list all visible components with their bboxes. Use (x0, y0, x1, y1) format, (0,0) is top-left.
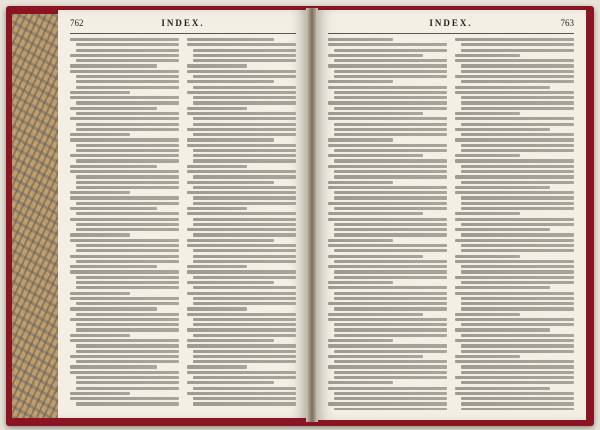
index-text-line (334, 276, 447, 279)
index-text-line (461, 302, 574, 305)
index-text-line (187, 181, 274, 184)
left-page-title: INDEX. (161, 18, 205, 28)
index-text-line (70, 355, 179, 358)
index-text-line (328, 313, 423, 316)
index-text-line (328, 202, 447, 205)
index-text-line (70, 133, 130, 136)
index-text-line (70, 170, 179, 173)
index-text-line (193, 175, 296, 178)
index-text-line (76, 144, 179, 147)
index-text-line (328, 64, 447, 67)
index-text-line (70, 292, 130, 295)
index-text-line (193, 276, 296, 279)
index-text-line (193, 75, 296, 78)
index-text-line (76, 328, 179, 331)
index-text-line (193, 286, 296, 289)
index-text-line (76, 186, 179, 189)
index-text-line (328, 402, 447, 405)
index-text-line (76, 344, 179, 347)
index-text-line (455, 286, 550, 289)
right-running-head (328, 18, 574, 32)
index-text-line (76, 149, 179, 152)
index-text-line (455, 112, 520, 115)
index-text-line (193, 334, 296, 337)
index-text-line (70, 107, 157, 110)
index-text-line (76, 223, 179, 226)
index-text-line (328, 117, 447, 120)
index-text-line (76, 313, 179, 316)
index-text-line (455, 154, 520, 157)
index-text-line (187, 339, 274, 342)
index-text-line (461, 249, 574, 252)
index-text-line (193, 233, 296, 236)
index-text-line (461, 365, 574, 368)
index-text-line (187, 80, 274, 83)
index-text-line (193, 59, 296, 62)
index-text-line (70, 218, 179, 221)
index-text-line (76, 123, 179, 126)
index-text-line (455, 54, 520, 57)
index-text-line (455, 376, 574, 379)
index-text-line (76, 286, 179, 289)
index-text-line (334, 59, 447, 62)
index-text-line (187, 371, 296, 374)
index-text-line (334, 307, 447, 310)
index-text-line (455, 260, 574, 263)
index-text-line (461, 107, 574, 110)
left-column-1 (70, 38, 179, 408)
index-text-line (461, 270, 574, 273)
index-text-line (334, 360, 447, 363)
index-text-line (193, 223, 296, 226)
index-text-line (455, 91, 574, 94)
index-text-line (461, 307, 574, 310)
index-text-line (328, 112, 423, 115)
index-text-line (328, 218, 447, 221)
index-text-line (461, 371, 574, 374)
index-text-line (334, 128, 447, 131)
index-text-line (455, 117, 574, 120)
index-text-line (455, 159, 574, 162)
index-text-line (76, 249, 179, 252)
index-text-line (70, 392, 130, 395)
index-text-line (76, 212, 179, 215)
index-text-line (334, 228, 447, 231)
index-text-line (187, 170, 296, 173)
index-text-line (70, 339, 179, 342)
index-text-line (334, 376, 447, 379)
index-text-line (70, 255, 179, 258)
index-text-line (76, 302, 179, 305)
index-text-line (334, 397, 447, 400)
index-text-line (461, 181, 574, 184)
index-text-line (187, 207, 247, 210)
index-text-line (76, 59, 179, 62)
index-text-line (193, 255, 296, 258)
index-text-line (461, 397, 574, 400)
index-text-line (187, 212, 296, 215)
index-text-line (187, 239, 274, 242)
index-text-line (76, 260, 179, 263)
index-text-line (334, 328, 447, 331)
index-text-line (334, 350, 447, 353)
index-text-line (328, 186, 447, 189)
index-text-line (193, 355, 296, 358)
index-text-line (461, 96, 574, 99)
index-text-line (328, 154, 423, 157)
index-text-line (187, 313, 296, 316)
index-text-line (76, 159, 179, 162)
index-text-line (187, 165, 247, 168)
index-text-line (455, 292, 574, 295)
right-page-number: 763 (560, 18, 574, 28)
index-text-line (193, 402, 296, 405)
index-text-line (334, 297, 447, 300)
index-text-line (455, 360, 574, 363)
index-text-line (187, 91, 296, 94)
index-text-line (76, 276, 179, 279)
index-text-line (70, 70, 179, 73)
index-text-line (187, 144, 296, 147)
index-text-line (328, 355, 423, 358)
index-text-line (461, 408, 574, 410)
index-text-line (455, 38, 574, 41)
index-text-line (328, 165, 447, 168)
index-text-line (461, 64, 574, 67)
index-text-line (328, 86, 447, 89)
index-text-line (328, 212, 423, 215)
index-text-line (76, 244, 179, 247)
index-text-line (76, 181, 179, 184)
index-text-line (193, 49, 296, 52)
index-text-line (334, 175, 447, 178)
index-text-line (193, 350, 296, 353)
index-text-line (193, 123, 296, 126)
index-text-line (455, 387, 550, 390)
left-text-columns (70, 38, 296, 408)
index-text-line (455, 328, 550, 331)
index-text-line (455, 339, 574, 342)
index-text-line (328, 318, 447, 321)
index-text-line (187, 307, 247, 310)
index-text-line (193, 96, 296, 99)
index-text-line (70, 91, 130, 94)
index-text-line (76, 402, 179, 405)
index-text-line (193, 323, 296, 326)
index-text-line (461, 133, 574, 136)
index-text-line (187, 64, 247, 67)
index-text-line (193, 249, 296, 252)
index-text-line (70, 64, 157, 67)
index-text-line (193, 54, 296, 57)
index-text-line (193, 218, 296, 221)
index-text-line (76, 175, 179, 178)
index-text-line (328, 302, 447, 305)
index-text-line (455, 276, 574, 279)
index-text-line (461, 70, 574, 73)
index-text-line (455, 212, 520, 215)
index-text-line (76, 202, 179, 205)
index-text-line (461, 265, 574, 268)
index-text-line (334, 292, 447, 295)
index-text-line (334, 149, 447, 152)
index-text-line (70, 54, 179, 57)
index-text-line (328, 265, 447, 268)
index-text-line (461, 244, 574, 247)
index-text-line (193, 297, 296, 300)
marbled-page-edge (12, 14, 60, 418)
index-text-line (328, 281, 393, 284)
index-text-line (76, 86, 179, 89)
index-text-line (461, 80, 574, 83)
index-text-line (328, 181, 393, 184)
index-text-line (334, 170, 447, 173)
index-text-line (461, 233, 574, 236)
index-text-line (193, 387, 296, 390)
index-text-line (461, 350, 574, 353)
index-text-line (187, 228, 296, 231)
index-text-line (70, 96, 179, 99)
index-text-line (193, 159, 296, 162)
index-text-line (328, 381, 393, 384)
index-text-line (455, 75, 574, 78)
index-text-line (455, 239, 574, 242)
index-text-line (193, 318, 296, 321)
index-text-line (70, 365, 157, 368)
index-text-line (334, 91, 447, 94)
index-text-line (70, 265, 157, 268)
index-text-line (70, 233, 130, 236)
index-text-line (187, 270, 296, 273)
index-text-line (461, 334, 574, 337)
index-text-line (187, 365, 247, 368)
index-text-line (334, 196, 447, 199)
index-text-line (461, 123, 574, 126)
index-text-line (76, 387, 179, 390)
index-text-line (187, 392, 296, 395)
index-text-line (455, 59, 574, 62)
index-text-line (334, 96, 447, 99)
index-text-line (455, 355, 520, 358)
index-text-line (193, 149, 296, 152)
right-column-1 (328, 38, 447, 410)
index-text-line (76, 128, 179, 131)
index-text-line (187, 191, 296, 194)
index-text-line (193, 196, 296, 199)
index-text-line (328, 255, 423, 258)
index-text-line (461, 402, 574, 405)
index-text-line (76, 281, 179, 284)
index-text-line (76, 350, 179, 353)
right-head-rule (328, 33, 574, 34)
index-text-line (461, 144, 574, 147)
index-text-line (334, 249, 447, 252)
index-text-line (334, 107, 447, 110)
index-text-line (328, 101, 447, 104)
index-text-line (187, 328, 296, 331)
index-text-line (193, 302, 296, 305)
index-text-line (187, 43, 296, 46)
index-text-line (187, 344, 296, 347)
index-text-line (328, 80, 393, 83)
index-text-line (70, 239, 179, 242)
index-text-line (461, 170, 574, 173)
index-text-line (187, 292, 296, 295)
index-text-line (187, 107, 247, 110)
index-text-line (187, 281, 274, 284)
index-text-line (328, 286, 447, 289)
index-text-line (187, 381, 274, 384)
index-text-line (461, 149, 574, 152)
index-text-line (187, 112, 296, 115)
index-text-line (193, 376, 296, 379)
index-text-line (461, 196, 574, 199)
index-text-line (455, 313, 520, 316)
left-head-rule (70, 33, 296, 34)
left-page-number: 762 (70, 18, 84, 28)
index-text-line (328, 43, 447, 46)
index-text-line (76, 49, 179, 52)
index-text-line (193, 86, 296, 89)
right-page (316, 10, 586, 420)
index-text-line (187, 38, 274, 41)
index-text-line (461, 43, 574, 46)
index-text-line (455, 86, 550, 89)
right-column-2 (455, 38, 574, 410)
index-text-line (455, 228, 550, 231)
index-text-line (334, 371, 447, 374)
index-text-line (328, 54, 423, 57)
index-text-line (328, 339, 393, 342)
left-page (58, 10, 308, 418)
index-text-line (334, 223, 447, 226)
right-text-columns (328, 38, 574, 410)
index-text-line (193, 154, 296, 157)
index-text-line (455, 392, 574, 395)
index-text-line (76, 43, 179, 46)
index-text-line (187, 138, 274, 141)
index-text-line (461, 207, 574, 210)
index-text-line (334, 159, 447, 162)
index-text-line (461, 281, 574, 284)
index-text-line (334, 270, 447, 273)
index-text-line (334, 49, 447, 52)
index-text-line (455, 128, 550, 131)
index-text-line (334, 392, 447, 395)
left-column-2 (187, 38, 296, 408)
index-text-line (70, 297, 179, 300)
index-text-line (334, 70, 447, 73)
index-text-line (334, 123, 447, 126)
index-text-line (455, 218, 574, 221)
index-text-line (193, 202, 296, 205)
index-text-line (334, 233, 447, 236)
index-text-line (193, 133, 296, 136)
index-text-line (187, 128, 296, 131)
index-text-line (455, 255, 520, 258)
index-text-line (76, 381, 179, 384)
index-text-line (70, 165, 157, 168)
index-text-line (328, 144, 447, 147)
index-text-line (76, 376, 179, 379)
index-text-line (328, 138, 393, 141)
index-text-line (334, 408, 447, 410)
index-text-line (193, 260, 296, 263)
index-text-line (193, 101, 296, 104)
index-text-line (334, 260, 447, 263)
index-text-line (328, 365, 447, 368)
index-text-line (193, 117, 296, 120)
index-text-line (70, 307, 157, 310)
index-text-line (70, 207, 157, 210)
index-text-line (70, 371, 179, 374)
index-text-line (76, 75, 179, 78)
index-text-line (70, 270, 179, 273)
index-text-line (455, 191, 574, 194)
index-text-line (455, 175, 574, 178)
index-text-line (187, 265, 247, 268)
index-text-line (328, 387, 447, 390)
index-text-line (461, 297, 574, 300)
index-text-line (70, 397, 179, 400)
index-text-line (187, 70, 296, 73)
index-text-line (70, 154, 179, 157)
index-text-line (70, 318, 179, 321)
index-text-line (461, 323, 574, 326)
index-text-line (76, 80, 179, 83)
index-text-line (70, 38, 179, 41)
index-text-line (328, 38, 393, 41)
index-text-line (70, 117, 179, 120)
index-text-line (70, 191, 130, 194)
index-text-line (334, 323, 447, 326)
index-text-line (187, 244, 296, 247)
index-text-line (334, 133, 447, 136)
index-text-line (76, 360, 179, 363)
index-text-line (76, 228, 179, 231)
index-text-line (461, 49, 574, 52)
index-text-line (76, 112, 179, 115)
index-text-line (328, 344, 447, 347)
index-text-line (461, 202, 574, 205)
left-running-head (70, 18, 296, 32)
index-text-line (193, 397, 296, 400)
index-text-line (70, 196, 179, 199)
index-text-line (461, 381, 574, 384)
index-text-line (455, 186, 550, 189)
index-text-line (70, 138, 179, 141)
index-text-line (76, 323, 179, 326)
index-text-line (76, 101, 179, 104)
index-text-line (193, 360, 296, 363)
index-text-line (461, 223, 574, 226)
index-text-line (193, 186, 296, 189)
index-text-line (455, 318, 574, 321)
index-text-line (461, 344, 574, 347)
index-text-line (461, 101, 574, 104)
index-text-line (455, 138, 574, 141)
index-text-line (334, 191, 447, 194)
index-text-line (70, 334, 130, 337)
index-text-line (328, 244, 447, 247)
index-text-line (334, 334, 447, 337)
index-text-line (334, 207, 447, 210)
index-text-line (334, 75, 447, 78)
index-text-line (328, 239, 393, 242)
index-text-line (461, 165, 574, 168)
right-page-title: INDEX. (429, 18, 473, 28)
